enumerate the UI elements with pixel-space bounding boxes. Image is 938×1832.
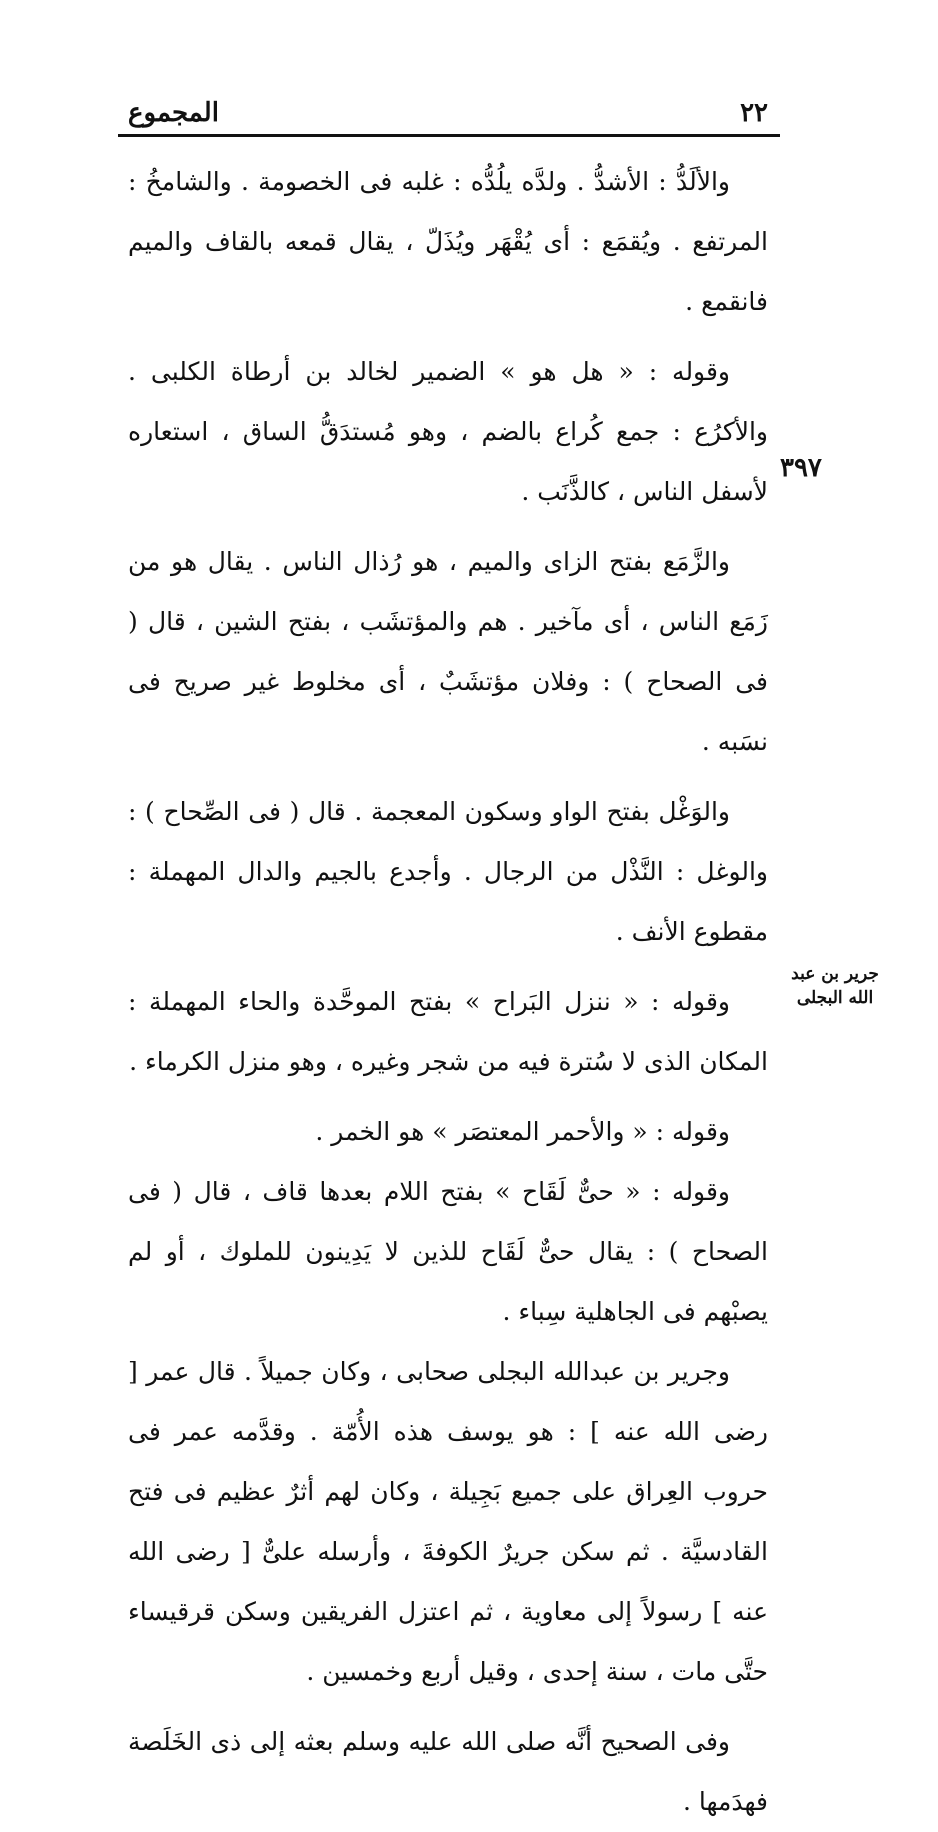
paragraph-zama: والزَّمَع بفتح الزاى والميم ، هو رُذال الناس . يقال هو من زَمَع الناس ، أى مآخير . هم والمؤتشَب ، بفتح الشين ، قال ( فى الصحاح ) : وفلان مؤتشَبٌ ، أى مخلوط غير صريح فى نسَبه .: [128, 547, 768, 756]
page-number: ٢٢: [740, 98, 768, 128]
paragraph-akru: وقوله : « هل هو » الضمير لخالد بن أرطاة الكلبى . والأكرُع : جمع كُراع بالضم ، وهو مُستدَقُّ الساق ، استعاره لأسفل الناس ، كالذَّنَب .: [128, 357, 768, 506]
paragraph-ahmar: وقوله : « والأحمر المعتصَر » هو الخمر .: [315, 1117, 730, 1146]
paragraph-barah: وقوله : « ننزل البَراح » بفتح الموحَّدة والحاء المهملة : المكان الذى لا سُترة فيه من شجر وغيره ، وهو منزل الكرماء .: [128, 987, 768, 1076]
header-rule: [118, 134, 780, 137]
margin-line-number: ٣٩٧: [780, 453, 822, 483]
paragraph-khalasa: وفى الصحيح أنَّه صلى الله عليه وسلم بعثه إلى ذى الخَلَصة فهدَمها .: [128, 1727, 768, 1816]
margin-heading: جرير بن عبد الله البجلى: [791, 964, 879, 1008]
page-header: [118, 92, 778, 132]
paragraph-waghl: والوَغْل بفتح الواو وسكون المعجمة . قال ( فى الصِّحاح ) : والوغل : النَّذْل من الرجال . وأجدع بالجيم والدال المهملة : مقطوع الأنف .: [128, 797, 768, 946]
paragraph-laqah: وقوله : « حىٌّ لَقَاح » بفتح اللام بعدها قاف ، قال ( فى الصحاح ) : يقال حىٌّ لَقَاح للذين لا يَدِينون للملوك ، أو لم يصبْهم فى الجاهلية سِباء .: [128, 1177, 768, 1326]
paragraph-aladd: والألَدُّ : الأشدُّ . ولدَّه يلُدُّه : غلبه فى الخصومة . والشامخُ : المرتفع . ويُقمَع : أى يُقْهَر ويُذَلّ ، يقال قمعه بالقاف والميم فانقمع .: [128, 167, 768, 316]
running-title: المجموع: [128, 98, 219, 128]
body-text: [128, 152, 768, 1832]
paragraph-jarir: وجرير بن عبدالله البجلى صحابى ، وكان جميلاً . قال عمر [ رضى الله عنه ] : هو يوسف هذه الأُمّة . وقدَّمه عمر فى حروب العِراق على جميع بَجِيلة ، وكان لهم أثرٌ عظيم فى فتح القادسيَّة . ثم سكن جريرٌ الكوفةَ ، وأرسله علىٌّ [ رضى الله عنه ] رسولاً إلى معاوية ، ثم اعتزل الفريقين وسكن قرقيساء حتَّى مات ، سنة إحدى ، وقيل أربع وخمسين .: [128, 1357, 768, 1686]
